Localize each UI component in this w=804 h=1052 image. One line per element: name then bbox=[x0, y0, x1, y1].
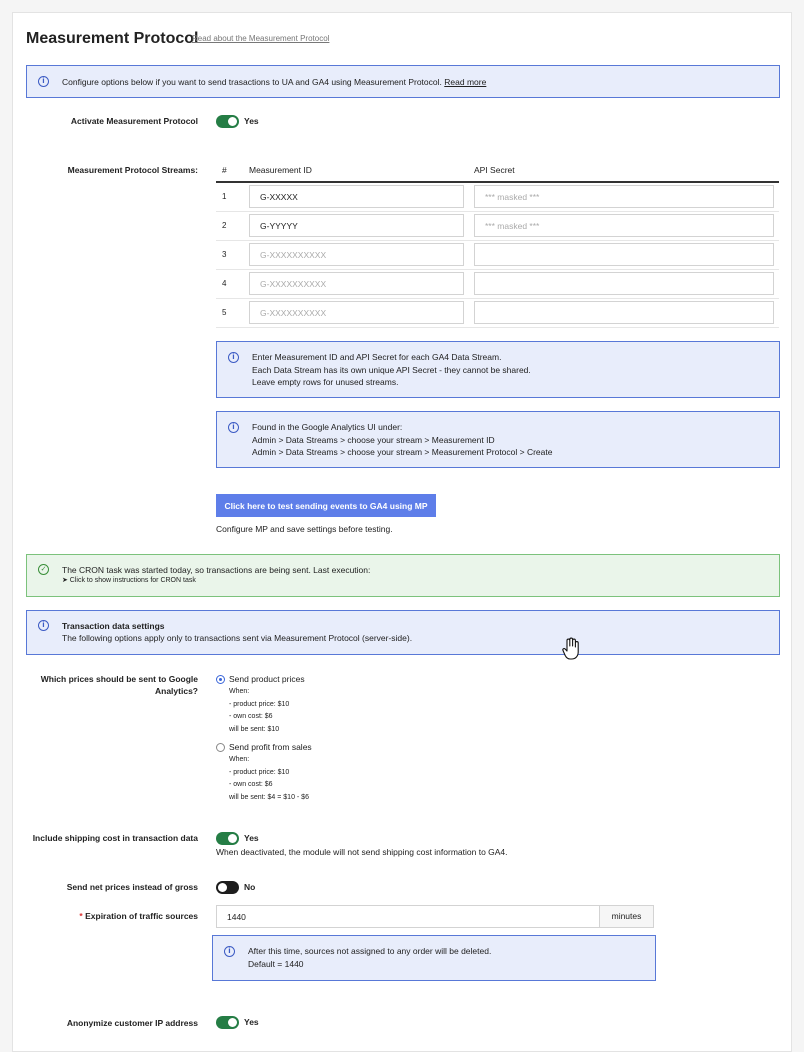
expiration-input[interactable] bbox=[216, 905, 600, 928]
transaction-text: The following options apply only to transactions sent via Measurement Protocol (server-side). bbox=[62, 633, 413, 643]
api-secret-input[interactable] bbox=[474, 243, 774, 266]
streams-label: Measurement Protocol Streams: bbox=[67, 165, 198, 175]
activate-state: Yes bbox=[244, 116, 259, 126]
cron-status-box bbox=[26, 554, 780, 597]
info-icon: i bbox=[38, 76, 49, 87]
info-line: Default = 1440 bbox=[248, 958, 304, 969]
shipping-label: Include shipping cost in transaction data bbox=[32, 833, 198, 843]
send-product-prices-label[interactable]: Send product prices bbox=[229, 674, 305, 684]
measurement-id-input[interactable] bbox=[249, 185, 464, 208]
settings-panel bbox=[12, 12, 792, 1052]
toggle-knob bbox=[218, 883, 227, 892]
send-profit-radio[interactable] bbox=[216, 743, 225, 752]
intro-text bbox=[62, 76, 486, 89]
cron-text: The CRON task was started today, so transactions are being sent. Last execution: bbox=[62, 565, 371, 575]
info-line: Leave empty rows for unused streams. bbox=[252, 377, 399, 387]
info-line: After this time, sources not assigned to any order will be deleted. bbox=[248, 946, 492, 956]
streams-info-text bbox=[252, 351, 531, 389]
row-number: 5 bbox=[222, 308, 227, 317]
ga-location-info-text bbox=[252, 421, 552, 459]
read-about-link[interactable]: Read about the Measurement Protocol bbox=[192, 34, 330, 43]
col-header-measurement-id: Measurement ID bbox=[249, 165, 312, 175]
detail-line: - own cost: $6 bbox=[229, 781, 273, 788]
col-header-api-secret: API Secret bbox=[474, 165, 515, 175]
info-icon: i bbox=[228, 352, 239, 363]
measurement-id-input[interactable] bbox=[249, 272, 464, 295]
info-line: Admin > Data Streams > choose your stream > Measurement ID bbox=[252, 434, 495, 445]
row-divider bbox=[216, 269, 779, 270]
read-more-link[interactable]: Read more bbox=[444, 77, 487, 87]
activate-label: Activate Measurement Protocol bbox=[70, 116, 198, 126]
toggle-knob bbox=[228, 117, 237, 126]
api-secret-input[interactable] bbox=[474, 214, 774, 237]
product-prices-details bbox=[229, 686, 289, 736]
info-line: Each Data Stream has its own unique API Secret - they cannot be shared. bbox=[252, 364, 531, 375]
row-number: 4 bbox=[222, 279, 227, 288]
anonymize-toggle[interactable] bbox=[216, 1016, 239, 1029]
row-divider bbox=[216, 240, 779, 241]
api-secret-input[interactable] bbox=[474, 272, 774, 295]
row-number: 2 bbox=[222, 221, 227, 230]
col-header-num: # bbox=[222, 165, 227, 175]
profit-details bbox=[229, 754, 309, 804]
send-profit-label[interactable]: Send profit from sales bbox=[229, 742, 312, 752]
measurement-id-input[interactable] bbox=[249, 214, 464, 237]
intro-info-box bbox=[26, 65, 780, 98]
anonymize-label: Anonymize customer IP address bbox=[66, 1018, 198, 1028]
required-mark: * bbox=[79, 911, 83, 921]
check-icon: ✓ bbox=[38, 564, 49, 575]
net-prices-state: No bbox=[244, 882, 256, 892]
info-icon: i bbox=[228, 422, 239, 433]
info-icon: i bbox=[224, 946, 235, 957]
prices-label-line: Analytics? bbox=[155, 686, 198, 696]
row-divider bbox=[216, 327, 779, 328]
net-prices-toggle[interactable] bbox=[216, 881, 239, 894]
row-number: 3 bbox=[222, 250, 227, 259]
api-secret-input[interactable] bbox=[474, 185, 774, 208]
expiration-label-text: Expiration of traffic sources bbox=[85, 911, 198, 921]
toggle-knob bbox=[228, 834, 237, 843]
shipping-state: Yes bbox=[244, 833, 259, 843]
detail-line: - product price: $10 bbox=[229, 700, 290, 708]
prices-label bbox=[33, 673, 198, 697]
test-note: Configure MP and save settings before testing. bbox=[216, 524, 393, 534]
row-number: 1 bbox=[222, 192, 227, 201]
expiration-label bbox=[33, 910, 198, 922]
toggle-knob bbox=[228, 1018, 237, 1027]
info-line: Found in the Google Analytics UI under: bbox=[252, 422, 403, 432]
info-icon: i bbox=[38, 620, 49, 631]
measurement-id-input[interactable] bbox=[249, 243, 464, 266]
net-prices-label: Send net prices instead of gross bbox=[66, 882, 198, 892]
detail-line: - own cost: $6 bbox=[229, 713, 273, 720]
streams-info-box bbox=[216, 341, 780, 398]
row-divider bbox=[216, 298, 779, 299]
detail-line: - product price: $10 bbox=[229, 768, 290, 776]
prices-label-line: Which prices should be sent to Google bbox=[40, 674, 198, 684]
intro-message: Configure options below if you want to send trasactions to UA and GA4 using Measurement Protocol. bbox=[62, 77, 442, 87]
detail-line: will be sent: $10 bbox=[229, 725, 280, 733]
row-divider bbox=[216, 211, 779, 212]
measurement-id-input[interactable] bbox=[249, 301, 464, 324]
info-line: Enter Measurement ID and API Secret for each GA4 Data Stream. bbox=[252, 352, 502, 362]
table-header-line bbox=[216, 181, 779, 183]
transaction-title: Transaction data settings bbox=[62, 621, 165, 631]
cron-instructions-link[interactable]: ➤ Click to show instructions for CRON task bbox=[62, 577, 196, 584]
transaction-info-box bbox=[26, 610, 780, 655]
send-product-prices-radio[interactable] bbox=[216, 675, 225, 684]
api-secret-input[interactable] bbox=[474, 301, 774, 324]
expiration-info-text bbox=[248, 945, 491, 970]
hand-cursor-icon bbox=[561, 637, 581, 661]
info-line: Admin > Data Streams > choose your stream > Measurement Protocol > Create bbox=[252, 447, 553, 457]
minutes-addon: minutes bbox=[599, 905, 654, 928]
shipping-note: When deactivated, the module will not send shipping cost information to GA4. bbox=[216, 847, 508, 857]
detail-line: When: bbox=[229, 756, 250, 763]
detail-line: When: bbox=[229, 688, 250, 695]
expiration-info-box bbox=[212, 935, 656, 981]
detail-line: will be sent: $4 = $10 - $6 bbox=[229, 793, 309, 801]
page-title: Measurement Protocol bbox=[26, 30, 199, 47]
anonymize-state: Yes bbox=[244, 1017, 259, 1027]
activate-toggle[interactable] bbox=[216, 115, 239, 128]
test-ga4-button[interactable]: Click here to test sending events to GA4 using MP bbox=[216, 494, 436, 517]
ga-location-info-box bbox=[216, 411, 780, 468]
shipping-toggle[interactable] bbox=[216, 832, 239, 845]
